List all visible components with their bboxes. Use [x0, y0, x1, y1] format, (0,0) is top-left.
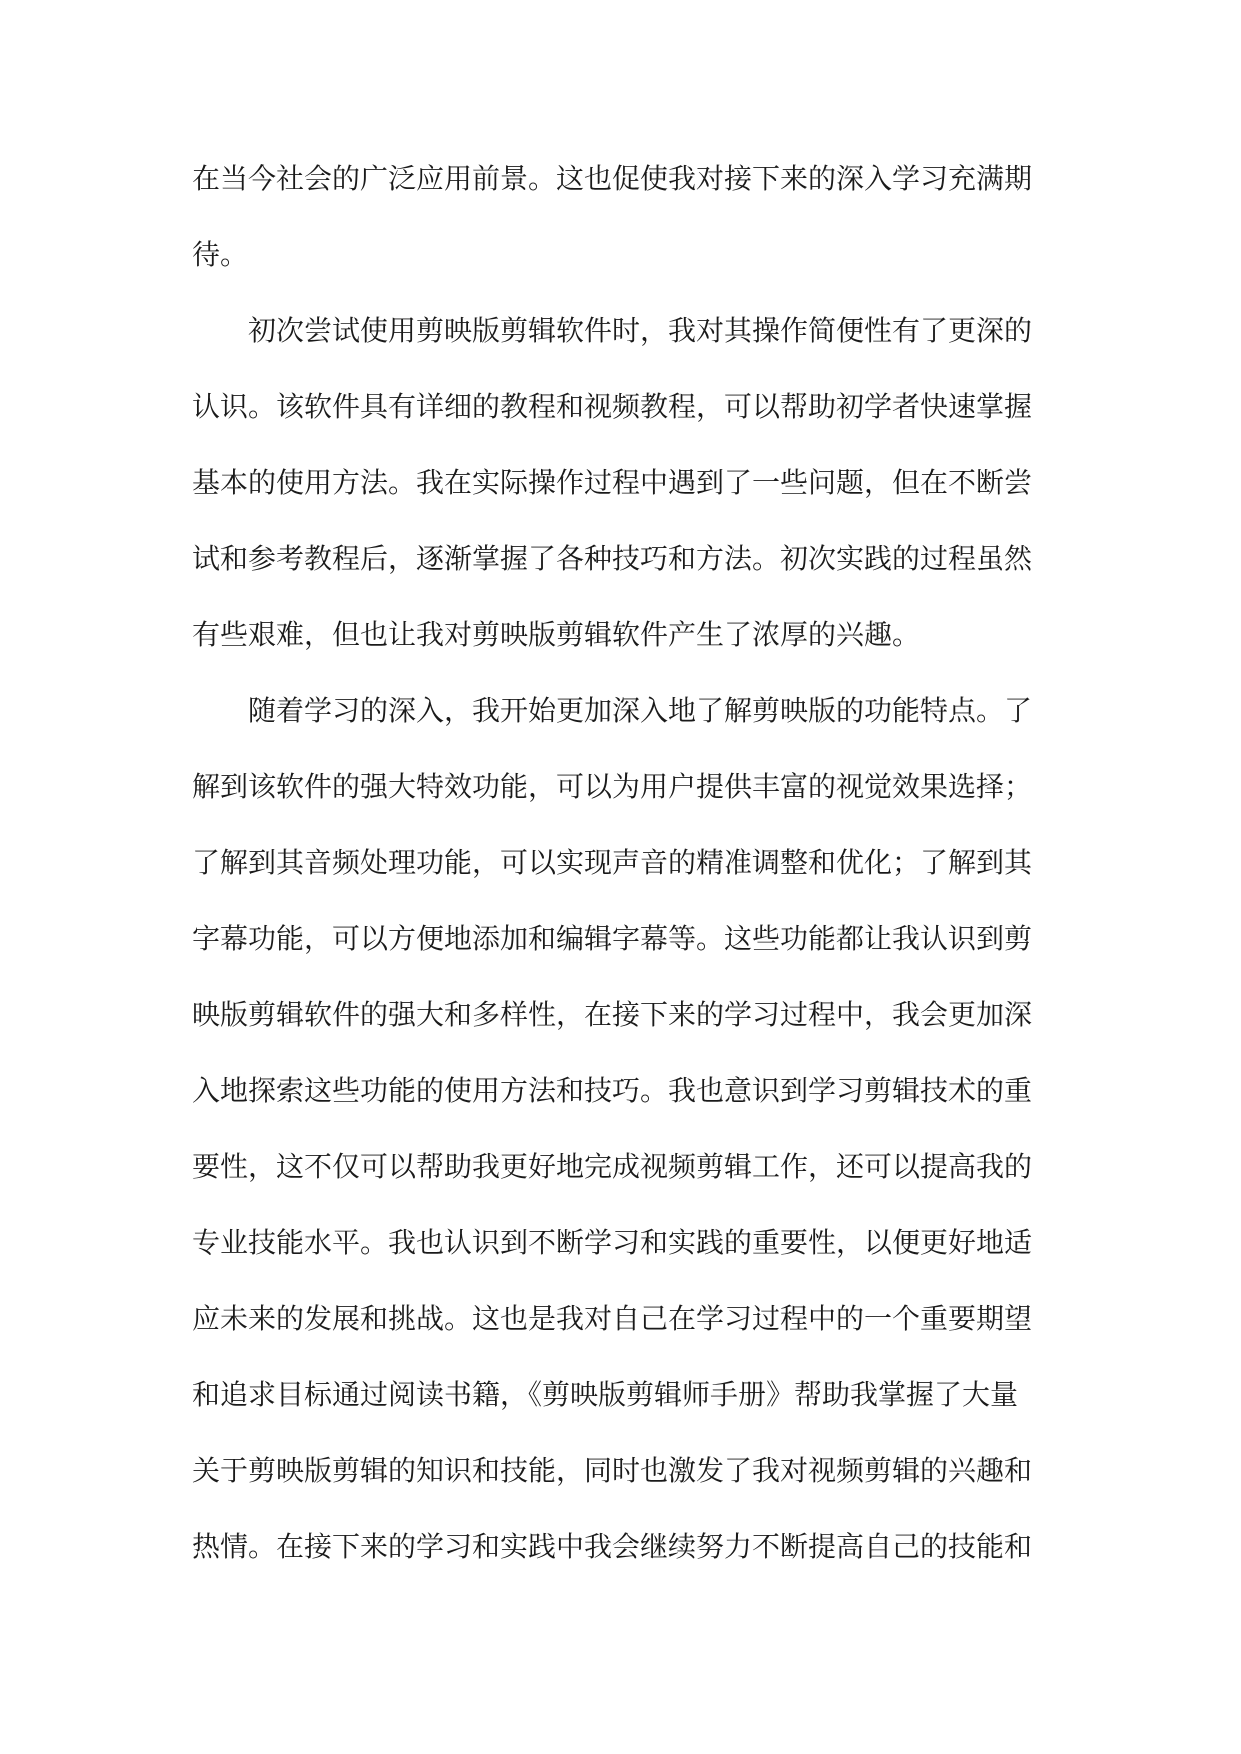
text-line: 应未来的发展和挑战。这也是我对自己在学习过程中的一个重要期望 [192, 1302, 1033, 1335]
text-line: 了解到其音频处理功能，可以实现声音的精准调整和优化；了解到其 [192, 846, 1033, 879]
paragraph-start-line: 随着学习的深入，我开始更加深入地了解剪映版的功能特点。了 [248, 694, 1033, 727]
text-line: 试和参考教程后，逐渐掌握了各种技巧和方法。初次实践的过程虽然 [192, 542, 1033, 575]
text-line: 映版剪辑软件的强大和多样性，在接下来的学习过程中，我会更加深 [192, 998, 1033, 1031]
text-line: 字幕功能，可以方便地添加和编辑字幕等。这些功能都让我认识到剪 [192, 922, 1033, 955]
text-line: 在当今社会的广泛应用前景。这也促使我对接下来的深入学习充满期 [192, 162, 1033, 195]
text-line: 要性，这不仅可以帮助我更好地完成视频剪辑工作，还可以提高我的 [192, 1150, 1033, 1183]
text-line: 和追求目标通过阅读书籍，《剪映版剪辑师手册》帮助我掌握了大量 [192, 1378, 1019, 1411]
text-line: 入地探索这些功能的使用方法和技巧。我也意识到学习剪辑技术的重 [192, 1074, 1033, 1107]
text-line: 热情。在接下来的学习和实践中我会继续努力不断提高自己的技能和 [192, 1530, 1033, 1563]
text-line: 基本的使用方法。我在实际操作过程中遇到了一些问题，但在不断尝 [192, 466, 1033, 499]
text-line: 解到该软件的强大特效功能，可以为用户提供丰富的视觉效果选择； [192, 770, 1033, 803]
text-line: 专业技能水平。我也认识到不断学习和实践的重要性，以便更好地适 [192, 1226, 1033, 1259]
text-line: 待。 [192, 238, 249, 271]
body-text [192, 141, 1062, 1585]
text-line: 有些艰难，但也让我对剪映版剪辑软件产生了浓厚的兴趣。 [192, 618, 921, 651]
paragraph-start-line: 初次尝试使用剪映版剪辑软件时，我对其操作简便性有了更深的 [248, 314, 1033, 347]
text-line: 认识。该软件具有详细的教程和视频教程，可以帮助初学者快速掌握 [192, 390, 1033, 423]
text-line: 关于剪映版剪辑的知识和技能，同时也激发了我对视频剪辑的兴趣和 [192, 1454, 1033, 1487]
